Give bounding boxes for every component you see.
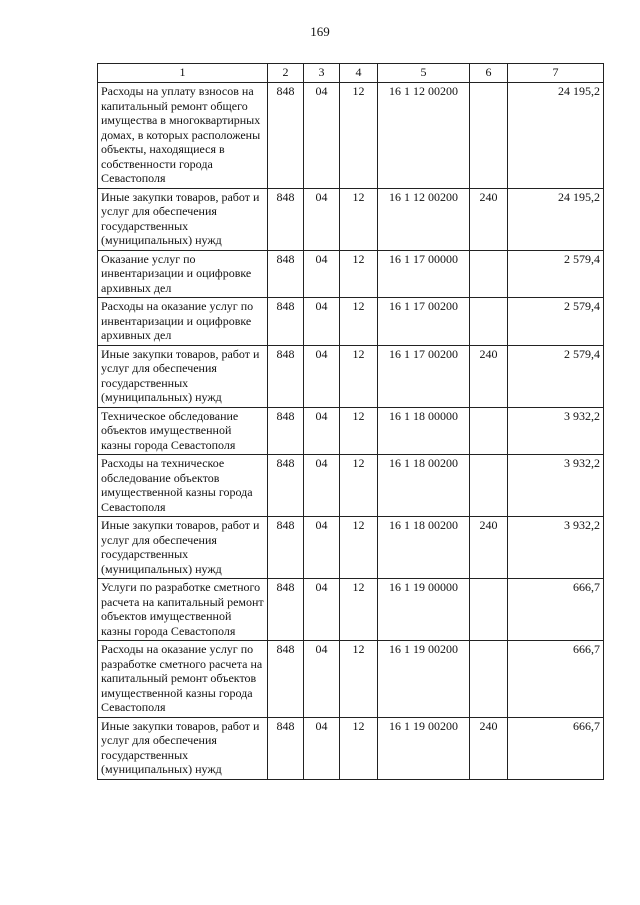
row-csr-cell: 16 1 17 00200 bbox=[378, 298, 470, 346]
row-rz-cell: 04 bbox=[304, 517, 340, 579]
row-ved-cell: 848 bbox=[268, 407, 304, 455]
row-csr-cell: 16 1 19 00200 bbox=[378, 641, 470, 718]
table-row bbox=[98, 579, 604, 641]
budget-table bbox=[97, 63, 604, 780]
row-pr-cell: 12 bbox=[340, 250, 378, 298]
table-row bbox=[98, 455, 604, 517]
row-vr-cell bbox=[470, 83, 508, 189]
header-cell: 2 bbox=[268, 64, 304, 83]
row-name-cell: Иные закупки товаров, работ и услуг для обеспечения государственных (муниципальных) нужд bbox=[98, 188, 268, 250]
row-csr-cell: 16 1 18 00200 bbox=[378, 455, 470, 517]
row-sum-cell: 3 932,2 bbox=[508, 407, 604, 455]
row-csr-cell: 16 1 18 00200 bbox=[378, 517, 470, 579]
row-pr-cell: 12 bbox=[340, 345, 378, 407]
row-name-cell: Расходы на уплату взносов на капитальный ремонт общего имущества в многоквартирных домах, в которых расположены объекты, находящиеся в собственности города Севастополя bbox=[98, 83, 268, 189]
row-csr-cell: 16 1 18 00000 bbox=[378, 407, 470, 455]
table-body bbox=[98, 83, 604, 780]
row-vr-cell: 240 bbox=[470, 188, 508, 250]
row-name-cell: Оказание услуг по инвентаризации и оцифровке архивных дел bbox=[98, 250, 268, 298]
row-rz-cell: 04 bbox=[304, 83, 340, 189]
header-cell: 7 bbox=[508, 64, 604, 83]
row-pr-cell: 12 bbox=[340, 407, 378, 455]
row-sum-cell: 666,7 bbox=[508, 579, 604, 641]
row-rz-cell: 04 bbox=[304, 250, 340, 298]
row-sum-cell: 666,7 bbox=[508, 641, 604, 718]
row-rz-cell: 04 bbox=[304, 717, 340, 779]
row-ved-cell: 848 bbox=[268, 83, 304, 189]
page-number: 169 bbox=[310, 24, 330, 39]
row-pr-cell: 12 bbox=[340, 641, 378, 718]
row-name-cell: Расходы на оказание услуг по разработке сметного расчета на капитальный ремонт объектов имущественной казны города Севастополя bbox=[98, 641, 268, 718]
header-cell: 3 bbox=[304, 64, 340, 83]
row-sum-cell: 3 932,2 bbox=[508, 455, 604, 517]
row-rz-cell: 04 bbox=[304, 407, 340, 455]
table-row bbox=[98, 641, 604, 718]
row-csr-cell: 16 1 19 00200 bbox=[378, 717, 470, 779]
row-csr-cell: 16 1 17 00000 bbox=[378, 250, 470, 298]
row-vr-cell bbox=[470, 641, 508, 718]
table-row bbox=[98, 83, 604, 189]
row-name-cell: Расходы на оказание услуг по инвентаризации и оцифровке архивных дел bbox=[98, 298, 268, 346]
row-pr-cell: 12 bbox=[340, 83, 378, 189]
row-ved-cell: 848 bbox=[268, 188, 304, 250]
row-name-cell: Техническое обследование объектов имущественной казны города Севастополя bbox=[98, 407, 268, 455]
row-ved-cell: 848 bbox=[268, 579, 304, 641]
row-vr-cell bbox=[470, 298, 508, 346]
table-row bbox=[98, 345, 604, 407]
row-rz-cell: 04 bbox=[304, 298, 340, 346]
row-vr-cell: 240 bbox=[470, 717, 508, 779]
row-pr-cell: 12 bbox=[340, 188, 378, 250]
row-pr-cell: 12 bbox=[340, 455, 378, 517]
row-pr-cell: 12 bbox=[340, 579, 378, 641]
row-csr-cell: 16 1 12 00200 bbox=[378, 188, 470, 250]
row-ved-cell: 848 bbox=[268, 717, 304, 779]
table-row bbox=[98, 407, 604, 455]
row-vr-cell bbox=[470, 250, 508, 298]
row-sum-cell: 3 932,2 bbox=[508, 517, 604, 579]
header-cell: 5 bbox=[378, 64, 470, 83]
row-name-cell: Иные закупки товаров, работ и услуг для обеспечения государственных (муниципальных) нужд bbox=[98, 717, 268, 779]
row-pr-cell: 12 bbox=[340, 717, 378, 779]
table-row bbox=[98, 250, 604, 298]
row-ved-cell: 848 bbox=[268, 517, 304, 579]
row-rz-cell: 04 bbox=[304, 455, 340, 517]
row-vr-cell bbox=[470, 579, 508, 641]
row-sum-cell: 2 579,4 bbox=[508, 298, 604, 346]
header-row bbox=[98, 64, 604, 83]
row-ved-cell: 848 bbox=[268, 250, 304, 298]
row-csr-cell: 16 1 12 00200 bbox=[378, 83, 470, 189]
row-rz-cell: 04 bbox=[304, 345, 340, 407]
row-csr-cell: 16 1 19 00000 bbox=[378, 579, 470, 641]
row-vr-cell bbox=[470, 407, 508, 455]
table-row bbox=[98, 188, 604, 250]
header-cell: 4 bbox=[340, 64, 378, 83]
row-ved-cell: 848 bbox=[268, 298, 304, 346]
row-pr-cell: 12 bbox=[340, 517, 378, 579]
table-row bbox=[98, 717, 604, 779]
row-sum-cell: 666,7 bbox=[508, 717, 604, 779]
row-sum-cell: 24 195,2 bbox=[508, 83, 604, 189]
row-ved-cell: 848 bbox=[268, 455, 304, 517]
row-rz-cell: 04 bbox=[304, 188, 340, 250]
row-ved-cell: 848 bbox=[268, 345, 304, 407]
row-rz-cell: 04 bbox=[304, 641, 340, 718]
table-row bbox=[98, 517, 604, 579]
row-vr-cell: 240 bbox=[470, 517, 508, 579]
table-row bbox=[98, 298, 604, 346]
row-rz-cell: 04 bbox=[304, 579, 340, 641]
row-sum-cell: 2 579,4 bbox=[508, 250, 604, 298]
row-name-cell: Иные закупки товаров, работ и услуг для обеспечения государственных (муниципальных) нужд bbox=[98, 517, 268, 579]
header-cell: 6 bbox=[470, 64, 508, 83]
row-name-cell: Услуги по разработке сметного расчета на капитальный ремонт объектов имущественной казны города Севастополя bbox=[98, 579, 268, 641]
row-ved-cell: 848 bbox=[268, 641, 304, 718]
row-name-cell: Расходы на техническое обследование объектов имущественной казны города Севастополя bbox=[98, 455, 268, 517]
row-sum-cell: 24 195,2 bbox=[508, 188, 604, 250]
row-vr-cell: 240 bbox=[470, 345, 508, 407]
row-sum-cell: 2 579,4 bbox=[508, 345, 604, 407]
row-csr-cell: 16 1 17 00200 bbox=[378, 345, 470, 407]
row-name-cell: Иные закупки товаров, работ и услуг для обеспечения государственных (муниципальных) нужд bbox=[98, 345, 268, 407]
row-vr-cell bbox=[470, 455, 508, 517]
row-pr-cell: 12 bbox=[340, 298, 378, 346]
header-cell: 1 bbox=[98, 64, 268, 83]
